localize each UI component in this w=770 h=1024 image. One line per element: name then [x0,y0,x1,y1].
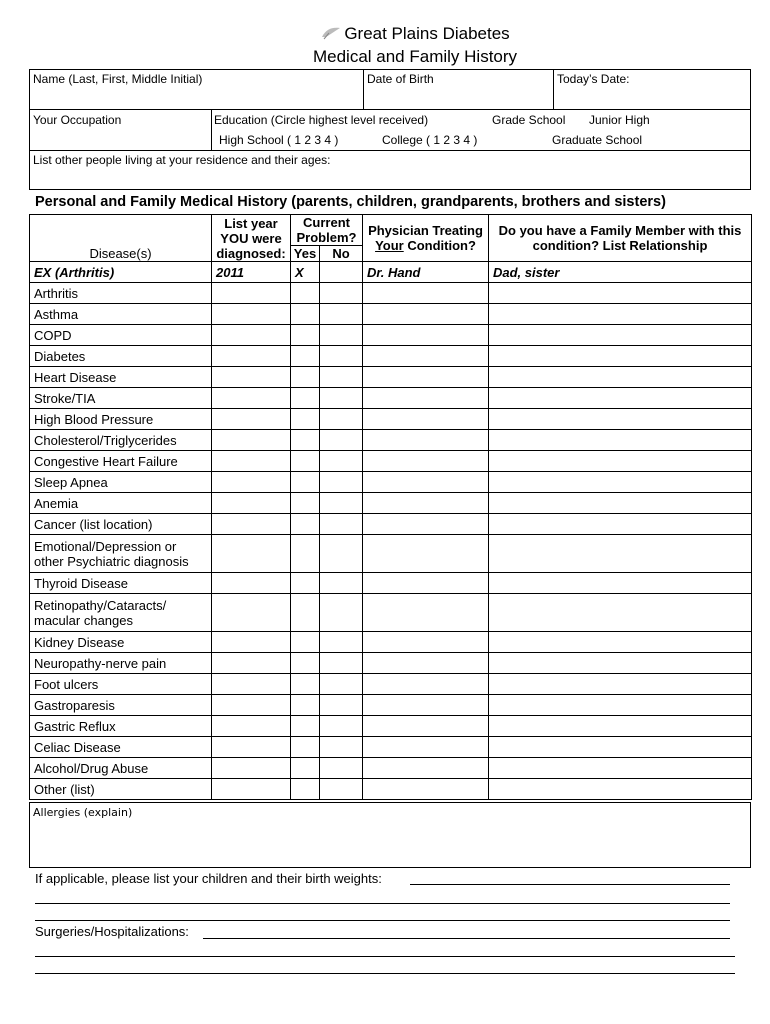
current-no-cell[interactable] [320,674,363,695]
current-no-cell[interactable] [320,535,363,573]
current-yes-cell[interactable] [291,451,320,472]
family-member-cell[interactable] [489,716,752,737]
disease-name: Foot ulcers [30,674,212,695]
current-yes-cell[interactable] [291,493,320,514]
current-no-cell[interactable] [320,283,363,304]
disease-name: COPD [30,325,212,346]
current-yes-cell[interactable] [291,346,320,367]
table-row [30,283,752,304]
year-diagnosed-cell[interactable] [212,388,291,409]
physician-cell[interactable] [363,304,489,325]
year-diagnosed-cell[interactable] [212,472,291,493]
table-row [30,758,752,779]
org-name: Great Plains Diabetes [344,24,510,43]
disease-name: Other (list) [30,779,212,800]
family-member-cell[interactable] [489,493,752,514]
family-member-cell[interactable] [489,472,752,493]
family-member-cell[interactable] [489,325,752,346]
current-yes-cell[interactable] [291,674,320,695]
physician-cell[interactable] [363,493,489,514]
disease-name: Stroke/TIA [30,388,212,409]
table-row [30,493,752,514]
disease-name: Diabetes [30,346,212,367]
current-no-cell[interactable] [320,594,363,632]
history-section-title: Personal and Family Medical History (parents, children, grandparents, brothers and sisters) [35,194,666,210]
current-no-cell[interactable] [320,632,363,653]
physician-cell[interactable] [363,325,489,346]
disease-name: Sleep Apnea [30,472,212,493]
physician-cell[interactable] [363,346,489,367]
family-member-cell[interactable] [489,737,752,758]
physician-cell[interactable] [363,632,489,653]
physician-cell[interactable] [363,758,489,779]
year-diagnosed-cell[interactable] [212,594,291,632]
table-row [30,346,752,367]
table-row [30,409,752,430]
family-member-cell[interactable] [489,514,752,535]
table-row [30,594,752,632]
form-title: Medical and Family History [312,47,518,66]
current-yes-cell[interactable] [291,573,320,594]
family-member-cell[interactable] [489,535,752,573]
current-no-cell[interactable] [320,346,363,367]
table-row [30,573,752,594]
allergies-field[interactable] [29,802,751,868]
family-member-cell[interactable] [489,367,752,388]
year-diagnosed-cell[interactable] [212,514,291,535]
surgeries-label: Surgeries/Hospitalizations: [35,924,189,939]
physician-cell[interactable] [363,430,489,451]
current-no-cell[interactable] [320,325,363,346]
table-row [30,430,752,451]
current-no-cell[interactable] [320,409,363,430]
allergies-label: Allergies (explain) [33,806,133,819]
current-no-cell[interactable] [320,779,363,800]
table-row [30,695,752,716]
surgeries-line-1[interactable] [203,938,730,939]
current-yes-cell[interactable] [291,283,320,304]
current-no-cell[interactable] [320,451,363,472]
physician-cell[interactable] [363,283,489,304]
disease-name: High Blood Pressure [30,409,212,430]
physician-header: Physician Treating Your Condition? [363,215,489,262]
current-no-cell[interactable] [320,367,363,388]
no-header: No [320,246,363,262]
org-title [0,24,770,44]
physician-cell[interactable] [363,779,489,800]
family-member-cell[interactable] [489,674,752,695]
disease-name: Heart Disease [30,367,212,388]
table-row [30,472,752,493]
year-diagnosed-cell[interactable] [212,304,291,325]
family-member-cell[interactable] [489,594,752,632]
year-diagnosed-cell[interactable] [212,779,291,800]
family-member-cell[interactable] [489,779,752,800]
disease-name: Retinopathy/Cataracts/ macular changes [30,594,212,632]
disease-name: Celiac Disease [30,737,212,758]
children-line-3[interactable] [35,920,730,921]
table-row [30,388,752,409]
family-member-cell[interactable] [489,653,752,674]
disease-name: Arthritis [30,283,212,304]
physician-cell[interactable] [363,388,489,409]
current-no-cell[interactable] [320,493,363,514]
year-diagnosed-cell[interactable] [212,409,291,430]
current-yes-cell[interactable] [291,388,320,409]
surgeries-line-3[interactable] [35,973,735,974]
education-graduate-school[interactable]: Graduate School [552,133,643,147]
current-yes-cell[interactable] [291,695,320,716]
year-diagnosed-cell[interactable] [212,430,291,451]
year-diagnosed-cell[interactable] [212,535,291,573]
current-no-cell[interactable] [320,430,363,451]
table-row [30,779,752,800]
year-diagnosed-cell[interactable] [212,653,291,674]
occupation-field[interactable]: Your Occupation [33,113,122,127]
logo-icon [320,25,342,41]
current-no-cell[interactable] [320,695,363,716]
year-diagnosed-cell[interactable] [212,283,291,304]
current-no-cell[interactable] [320,653,363,674]
family-member-cell[interactable] [489,283,752,304]
table-row [30,304,752,325]
table-row [30,716,752,737]
disease-name: Gastric Reflux [30,716,212,737]
table-row [30,737,752,758]
example-row: EX (Arthritis) 2011 X Dr. Hand Dad, sister [30,262,752,283]
family-member-cell[interactable] [489,695,752,716]
family-member-cell[interactable] [489,430,752,451]
family-member-cell[interactable] [489,304,752,325]
family-member-cell[interactable] [489,758,752,779]
current-problem-header: Current Problem? [291,215,363,246]
current-no-cell[interactable] [320,514,363,535]
current-yes-cell[interactable] [291,472,320,493]
current-yes-cell[interactable] [291,304,320,325]
year-diagnosed-cell[interactable] [212,632,291,653]
physician-cell[interactable] [363,409,489,430]
year-diagnosed-cell[interactable] [212,716,291,737]
year-diagnosed-header: List year YOU were diagnosed: [212,215,291,262]
name-field[interactable]: Name (Last, First, Middle Initial) [33,72,203,86]
year-diagnosed-cell[interactable] [212,737,291,758]
physician-cell[interactable] [363,573,489,594]
current-yes-cell[interactable] [291,514,320,535]
dob-field[interactable]: Date of Birth [367,72,434,86]
surgeries-line-2[interactable] [35,956,735,957]
year-diagnosed-cell[interactable] [212,758,291,779]
current-no-cell[interactable] [320,737,363,758]
current-yes-cell[interactable] [291,594,320,632]
disease-name: Asthma [30,304,212,325]
year-diagnosed-cell[interactable] [212,451,291,472]
current-yes-cell[interactable] [291,430,320,451]
current-yes-cell[interactable] [291,325,320,346]
physician-cell[interactable] [363,737,489,758]
family-member-cell[interactable] [489,451,752,472]
table-row [30,535,752,573]
children-label: If applicable, please list your children and their birth weights: [35,871,382,886]
disease-name: Emotional/Depression or other Psychiatric diagnosis [30,535,212,573]
todays-date-field[interactable]: Today’s Date: [557,72,630,86]
physician-cell[interactable] [363,514,489,535]
education-high-school[interactable]: High School ( 1 2 3 4 ) [219,133,339,147]
education-college[interactable]: College ( 1 2 3 4 ) [382,133,478,147]
family-member-cell[interactable] [489,409,752,430]
physician-cell[interactable] [363,535,489,573]
disease-name: Kidney Disease [30,632,212,653]
yes-header: Yes [291,246,320,262]
table-row [30,451,752,472]
current-yes-cell[interactable] [291,653,320,674]
family-member-header: Do you have a Family Member with this condition? List Relationship [489,215,752,262]
table-row [30,514,752,535]
disease-name: Thyroid Disease [30,573,212,594]
table-row [30,367,752,388]
physician-cell[interactable] [363,367,489,388]
demographics-box [29,69,751,190]
physician-cell[interactable] [363,472,489,493]
current-yes-cell[interactable] [291,535,320,573]
year-diagnosed-cell[interactable] [212,493,291,514]
disease-name: Gastroparesis [30,695,212,716]
year-diagnosed-cell[interactable] [212,573,291,594]
disease-name: Neuropathy-nerve pain [30,653,212,674]
current-yes-cell[interactable] [291,758,320,779]
current-no-cell[interactable] [320,573,363,594]
current-yes-cell[interactable] [291,367,320,388]
disease-name: Cancer (list location) [30,514,212,535]
education-label: Education (Circle highest level received) [214,113,429,127]
current-yes-cell[interactable] [291,779,320,800]
year-diagnosed-cell[interactable] [212,346,291,367]
physician-cell[interactable] [363,716,489,737]
year-diagnosed-cell[interactable] [212,325,291,346]
current-no-cell[interactable] [320,472,363,493]
children-line-1[interactable] [410,884,730,885]
current-no-cell[interactable] [320,304,363,325]
physician-cell[interactable] [363,594,489,632]
disease-column-header: Disease(s) [30,215,212,262]
current-yes-cell[interactable] [291,409,320,430]
table-row [30,674,752,695]
current-yes-cell[interactable] [291,737,320,758]
family-member-cell[interactable] [489,573,752,594]
current-yes-cell[interactable] [291,716,320,737]
current-no-cell[interactable] [320,388,363,409]
disease-name: Congestive Heart Failure [30,451,212,472]
current-no-cell[interactable] [320,758,363,779]
family-member-cell[interactable] [489,346,752,367]
education-grade-school[interactable]: Grade School [492,113,566,127]
table-row [30,653,752,674]
household-members-field[interactable]: List other people living at your residence and their ages: [33,153,331,167]
children-line-2[interactable] [35,903,730,904]
disease-name: Anemia [30,493,212,514]
physician-cell[interactable] [363,674,489,695]
year-diagnosed-cell[interactable] [212,367,291,388]
physician-cell[interactable] [363,653,489,674]
current-no-cell[interactable] [320,716,363,737]
table-row [30,325,752,346]
table-row [30,632,752,653]
education-junior-high[interactable]: Junior High [589,113,650,127]
medical-history-table [29,214,752,800]
family-member-cell[interactable] [489,632,752,653]
year-diagnosed-cell[interactable] [212,674,291,695]
physician-cell[interactable] [363,451,489,472]
disease-name: Alcohol/Drug Abuse [30,758,212,779]
physician-cell[interactable] [363,695,489,716]
disease-name: Cholesterol/Triglycerides [30,430,212,451]
family-member-cell[interactable] [489,388,752,409]
current-yes-cell[interactable] [291,632,320,653]
year-diagnosed-cell[interactable] [212,695,291,716]
